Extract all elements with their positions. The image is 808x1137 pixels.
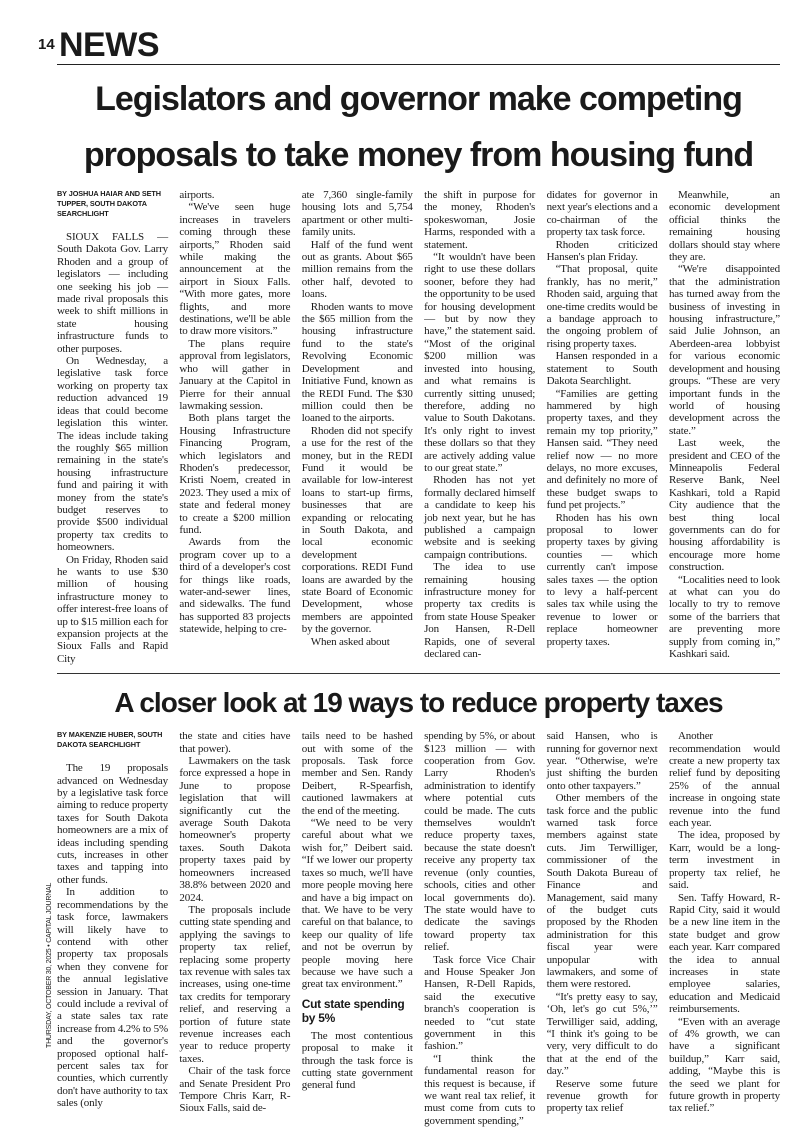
paragraph: The most contentious proposal to make it through the task force is cutting state government general fund bbox=[301, 1029, 413, 1092]
paragraph: The proposals include cutting state spending and applying the savings to property tax relief, replacing some property tax revenue with sales tax increases, using one-time tax credits for temporary relief, and reserving a portion of future state revenue increases each year to reduce property taxes. bbox=[179, 903, 291, 1065]
paragraph: Meanwhile, an economic development official thinks the remaining housing dollars should stay where they are. bbox=[668, 189, 780, 264]
paragraph: Half of the fund went out as grants. About $65 million remains from the other half, devoted to loans. bbox=[301, 238, 413, 301]
paragraph: Chair of the task force and Senate President Pro Tempore Chris Karr, R-Sioux Falls, said de- bbox=[179, 1065, 291, 1115]
paragraph: “I think the fundamental reason for this request is because, if we want real tax relief, it must come from cuts to government spending,” bbox=[424, 1052, 536, 1127]
paragraph: “That proposal, quite frankly, has no merit,” Rhoden said, arguing that one-time credits would be a bandage approach to the ongoing problem of rising property taxes. bbox=[546, 263, 658, 350]
headline-line: Legislators and governor make competing bbox=[95, 80, 742, 118]
paragraph: “We need to be very careful about what we wish for,” Deibert said. “If we lower our property taxes so much, we'll have more people moving here and have a big impact on that. We have to be very careful on that balance, to keep our quality of life and not be overrun by people moving here because we have such a great tax environment.” bbox=[301, 817, 413, 991]
text-column bbox=[424, 730, 535, 1127]
text-column bbox=[179, 189, 290, 636]
text-column bbox=[547, 189, 658, 648]
paragraph: the shift in purpose for the money, Rhoden's spokeswoman, Josie Harms, responded with a statement. bbox=[424, 189, 536, 251]
paragraph: Other members of the task force and the public warned task force members against state cuts. Jim Terwilliger, commissioner of the South Dakota Bureau of Finance and Management, said many of the budget cuts proposed by the Rhoden administration for this fiscal year were unpopular with lawmakers, and some of them were restored. bbox=[546, 792, 658, 991]
paragraph: the state and cities have that power). bbox=[179, 730, 291, 755]
paragraph: SIOUX FALLS — South Dakota Gov. Larry Rhoden and a group of legislators — including one seeking his job — made rival proposals this week to shift millions in state housing infrastructure funds to other purposes. bbox=[57, 231, 168, 355]
text-column bbox=[669, 189, 780, 660]
paragraph: On Wednesday, a legislative task force working on property tax reduction advanced 19 ideas that could become legislation this winter. The ideas include taking the roughly $65 million remaining in the state's housing infrastructure fund and pairing it with money from the state's budget reserves to provide $500 individual property tax credits to homeowners. bbox=[57, 355, 168, 554]
paragraph: “We've seen huge increases in travelers coming through these airports,” Rhoden said while making the announcement at the airport in Sioux Falls. “With more gates, more flights, and more destinations, we'll be able to draw more visitors.” bbox=[179, 201, 291, 338]
paragraph: Hansen responded in a statement to South Dakota Searchlight. bbox=[546, 350, 658, 388]
article-body bbox=[57, 189, 780, 665]
article-divider bbox=[57, 673, 780, 674]
subheading: Cut state spending by 5% bbox=[301, 996, 405, 1025]
paragraph: tails need to be hashed out with some of the proposals. Task force member and Sen. Randy Deibert, R-Spearfish, cautioned lawmakers at the end of the meeting. bbox=[301, 730, 413, 817]
page-header bbox=[38, 24, 780, 65]
paragraph: Another recommendation would create a new property tax relief fund by depositing 25% of the annual increase in ongoing state revenue into the fund each year. bbox=[668, 730, 780, 830]
paragraph: “We're disappointed that the administration has turned away from the business of investing in housing infrastructure,” said Julie Johnson, an Aberdeen-area lobbyist for various economic development and housing groups. “These are very important funds in the world of housing development across the state.” bbox=[668, 263, 780, 437]
paragraph: ate 7,360 single-family housing lots and 5,754 apartment or other multi-family units. bbox=[301, 189, 413, 239]
headline-line: proposals to take money from housing fund bbox=[83, 136, 754, 174]
paragraph: The plans require approval from legislators, who will gather in January at the Capitol in Pierre for their annual lawmaking session. bbox=[179, 337, 291, 412]
paragraph: spending by 5%, or about $123 million — with cooperation from Gov. Larry Rhoden's administration to identify where potential cuts could be made. The cuts themselves wouldn't reduce property taxes, because the state doesn't receive any property tax revenue (only counties, schools, cities and other local governments do). The state would have to dedicate the savings toward property tax relief. bbox=[424, 730, 536, 954]
paragraph: The idea to use remaining housing infrastructure money for property tax credits is from state House Speaker Jon Hansen, R-Dell Rapids, one of several declared can- bbox=[424, 561, 536, 661]
paragraph: “It's pretty easy to say, ‘Oh, let's go cut 5%,’” Terwilliger said, adding, “I think it's going to be very, very difficult to do that at the end of the day.” bbox=[546, 990, 658, 1078]
paragraph: When asked about bbox=[310, 635, 390, 648]
text-column bbox=[302, 189, 413, 648]
paragraph: Rhoden has not yet formally declared himself a candidate to keep his job next year, but he has published a campaign website and is seeking campaign contributions. bbox=[424, 474, 536, 561]
paragraph: Rhoden did not specify a use for the rest of the money, but in the REDI Fund it would be available for low-interest loans to start-up firms, businesses that are expanding or relocating in South Dakota, and local economic development corporations. REDI Fund loans are awarded by the state Board of Economic Development, whose members are appointed by the governor. bbox=[301, 424, 413, 636]
paragraph: didates for governor in next year's elections and a co-chairman of the property tax task force. bbox=[546, 189, 658, 239]
paragraph: Rhoden wants to move the $65 million from the housing infrastructure fund to the state's Revolving Economic Development and Initiative Fund, known as the REDI Fund. The $30 million could then be loaned to the airports. bbox=[301, 300, 413, 425]
paragraph: The 19 proposals advanced on Wednesday by a legislative task force aiming to reduce property taxes for South Dakota homeowners are a mix of ideas including spending cuts, increases in other taxes and tapping into other funds. bbox=[57, 762, 168, 886]
page-dateline: THURSDAY, OCTOBER 30, 2025 • CAPITAL JOURNAL bbox=[46, 882, 53, 1048]
paragraph: “Even with an average of 4% growth, we can have a significant buildup,” Karr said, adding, “Maybe this is the seed we plant for future growth in property tax relief.” bbox=[668, 1015, 780, 1115]
paragraph: Awards from the program cover up to a third of a developer's cost for things like roads, water-and-sewer lines, and sidewalks. The fund has supported 83 projects statewide, helping to cre- bbox=[179, 536, 291, 636]
paragraph: Rhoden criticized Hansen's plan Friday. bbox=[546, 238, 658, 264]
paragraph: The idea, proposed by Karr, would be a long-term investment in property tax relief, he said. bbox=[668, 829, 780, 892]
page-number: 14 bbox=[38, 36, 55, 53]
article-body bbox=[57, 730, 780, 1127]
article-headline bbox=[57, 680, 780, 726]
paragraph: On Friday, Rhoden said he wants to use $30 million of housing infrastructure money to offer interest-free loans of up to $15 million each for expansion projects at the Sioux Falls and Rapid City bbox=[57, 553, 168, 665]
paragraph: Task force Vice Chair and House Speaker Jon Hansen, R-Dell Rapids, said the executive branch's cooperation is needed to “cut state government in this fashion.” bbox=[424, 953, 536, 1053]
paragraph: Both plans target the Housing Infrastructure Financing Program, which legislators and Rhoden's predecessor, Kristi Noem, created in 2023. They used a mix of state and federal money to create a $200 million fund. bbox=[179, 412, 291, 536]
byline: BY JOSHUA HAIAR AND SETH TUPPER, SOUTH DAKOTA SEARCHLIGHT bbox=[57, 189, 161, 218]
text-column bbox=[669, 730, 780, 1115]
text-column bbox=[57, 189, 168, 665]
paragraph: “Families are getting hammered by high property taxes, and they remain my top priority,” Hansen said. “They need relief now — no more delays, no more excuses, and definitely no more of these budget swaps to fund pet projects.” bbox=[546, 387, 658, 512]
paragraph: airports. bbox=[179, 189, 215, 201]
paragraph: Lawmakers on the task force expressed a hope in June to propose legislation that will significantly cut the average South Dakota homeowner's property taxes. South Dakota property taxes paid by homeowners increased 38.8% between 2020 and 2024. bbox=[179, 755, 291, 904]
byline: BY MAKENZIE HUBER, SOUTH DAKOTA SEARCHLIGHT bbox=[57, 730, 163, 750]
paragraph: Reserve some future revenue growth for property tax relief bbox=[546, 1077, 658, 1115]
paragraph: Sen. Taffy Howard, R-Rapid City, said it would be a new line item in the state budget and grow each year. Karr compared the idea to annual increases in state employee salaries, education and Medicaid reimbursements. bbox=[668, 891, 780, 1016]
headline-line: A closer look at 19 ways to reduce property taxes bbox=[114, 687, 723, 719]
paragraph: In addition to recommendations by the task force, lawmakers will likely have to contend with other property tax proposals when they convene for the annual legislative session in January. That could include a revival of a state sales tax rate increase from 4.2% to 5% and the governor's proposed optional half-percent sales tax for counties, which currently don't have authority to tax sales (only bbox=[57, 886, 168, 1110]
paragraph: “Localities need to look at what can you do locally to try to remove some of the barriers that are preventing more supply from coming in,” Kashkari said. bbox=[668, 573, 780, 661]
section-title: NEWS bbox=[59, 26, 159, 64]
text-column bbox=[547, 730, 658, 1115]
text-column bbox=[179, 730, 290, 1115]
text-column bbox=[302, 730, 413, 1092]
paragraph: Rhoden has his own proposal to lower property taxes by giving counties — which currently can't impose sales taxes — the option to levy a half-percent sales tax while using the revenue to lower or replace homeowner property taxes. bbox=[546, 511, 658, 648]
paragraph: said Hansen, who is running for governor next year. “Otherwise, we're just shifting the burden onto other taxpayers.” bbox=[546, 730, 658, 792]
paragraph: Last week, the president and CEO of the Minneapolis Federal Reserve Bank, Neel Kashkari, told a Rapid City audience that the best thing local governments can do for housing affordability is encourage more home construction. bbox=[668, 437, 780, 574]
text-column bbox=[424, 189, 535, 660]
article-headline bbox=[57, 71, 780, 183]
paragraph: “It wouldn't have been right to use these dollars sooner, before they had the opportunity to be used for housing development — but by now they have,” the statement said. “Most of the original $200 million was invested into housing, and what remains is currently sitting unused; therefore, adding no value to South Dakotans. It's only right to invest these dollars so that they are actively adding value to our great state.” bbox=[424, 251, 536, 474]
text-column bbox=[57, 730, 168, 1109]
